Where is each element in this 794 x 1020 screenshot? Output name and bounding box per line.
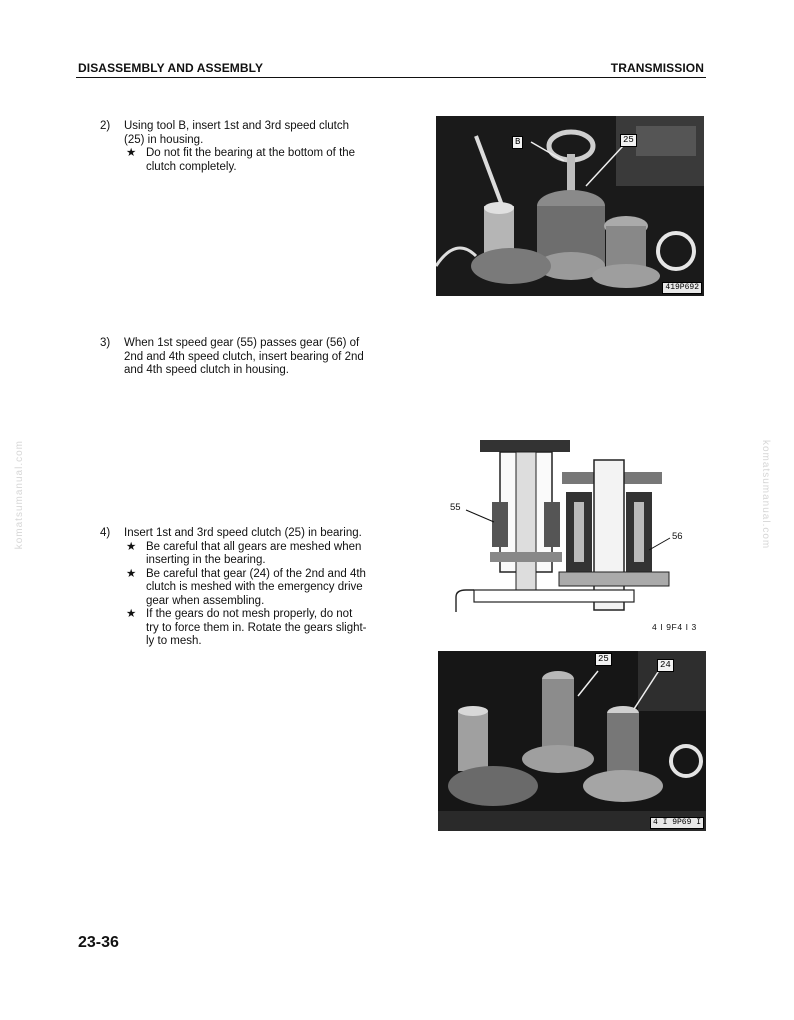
note-line: inserting in the bearing. (146, 554, 266, 566)
step-note (124, 147, 355, 174)
step-body (124, 337, 364, 378)
step-text-line: 2nd and 4th speed clutch, insert bearing of 2nd (124, 350, 364, 363)
note-line: clutch is meshed with the emergency drive (146, 581, 363, 593)
header-section-title: DISASSEMBLY AND ASSEMBLY (78, 61, 264, 75)
label-part-56: 56 (672, 531, 683, 542)
star-icon: ★ (126, 147, 137, 159)
header-chapter-title: TRANSMISSION (610, 61, 704, 75)
step-text-line: (25) in housing. (124, 133, 204, 146)
diagram-gear-mesh (444, 432, 709, 637)
callout-part-25: 25 (620, 134, 637, 147)
photo-gears-meshed (438, 651, 706, 831)
step-text-line: When 1st speed gear (55) passes gear (56) of (124, 337, 360, 349)
step-body (124, 120, 355, 174)
note-line: gear when assembling. (146, 594, 265, 607)
diagram-gear-mesh-drawing (444, 432, 709, 622)
step-number: 3) (100, 337, 111, 349)
photo-clutch-insertion-image (436, 116, 704, 296)
step-note (124, 608, 367, 649)
callout-part-25: 25 (595, 653, 612, 666)
image-code: 4 I 9F4 I 3 (652, 622, 697, 632)
note-line: Be careful that all gears are meshed when (146, 540, 362, 553)
note-line: try to force them in. Rotate the gears slight- (146, 621, 367, 634)
note-line: If the gears do not mesh properly, do not (146, 608, 353, 620)
photo-clutch-insertion (436, 116, 704, 296)
note-line: Be careful that gear (24) of the 2nd and 4th (146, 567, 366, 580)
watermark-left: komatsumanual.com (14, 440, 25, 550)
photo-gears-meshed-image (438, 651, 706, 831)
callout-tool-b: B (512, 136, 523, 149)
note-line: clutch completely. (146, 160, 237, 173)
image-code: 419P692 (662, 282, 702, 294)
watermark-right: komatsumanual.com (760, 440, 771, 550)
step-number: 2) (100, 120, 111, 132)
callout-part-24: 24 (657, 659, 674, 672)
note-line: ly to mesh. (146, 635, 202, 647)
step-note (124, 541, 367, 568)
step-body (124, 527, 367, 649)
step-text-line: Insert 1st and 3rd speed clutch (25) in bearing. (124, 527, 362, 539)
step-note (124, 568, 367, 609)
label-part-55: 55 (450, 502, 461, 513)
header-rule (76, 77, 706, 78)
image-code: 4 I 9P69 I (650, 817, 704, 829)
star-icon: ★ (126, 540, 137, 553)
step-number: 4) (100, 527, 111, 539)
step-text-line: Using tool B, insert 1st and 3rd speed clutch (124, 120, 350, 132)
page-number: 23-36 (78, 934, 119, 951)
note-line: Do not fit the bearing at the bottom of the (146, 147, 356, 159)
star-icon: ★ (126, 608, 137, 620)
star-icon: ★ (126, 567, 137, 580)
step-text-line: and 4th speed clutch in housing. (124, 364, 289, 376)
